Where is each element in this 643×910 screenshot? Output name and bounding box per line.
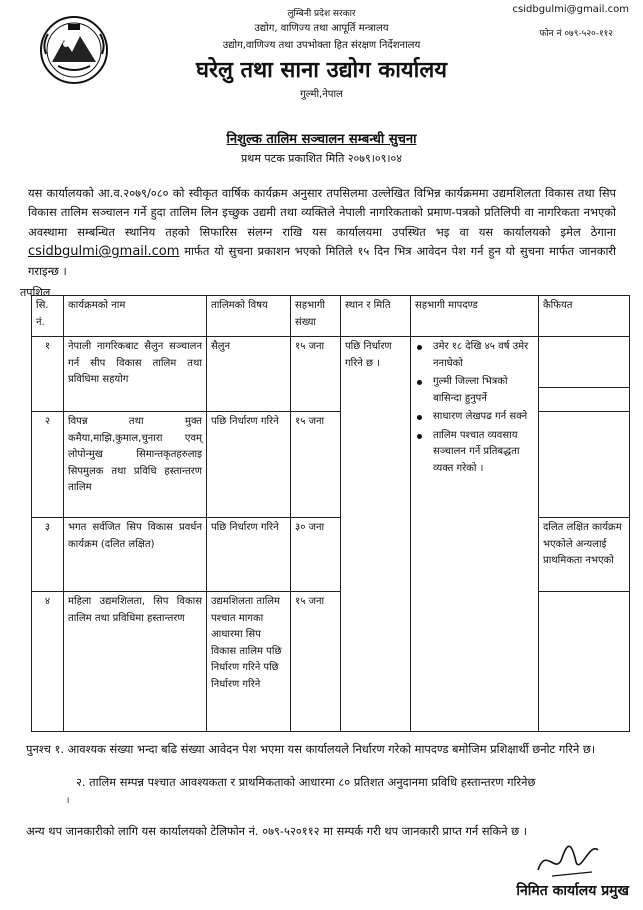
note-1 — [26, 740, 626, 759]
header-email: csidbgulmi@gmail.com — [512, 4, 629, 15]
list-item: गुल्मी जिल्ला भित्रको बासिन्दा हुनुपर्ने — [429, 374, 534, 407]
cell-subject: सैलुन — [207, 337, 291, 412]
postscript-notes — [26, 740, 626, 811]
cell-criteria — [411, 337, 539, 732]
cell-remarks: दलित लक्षित कार्यक्रम भएकोले अन्यलाई प्राथमिकता नभएको — [539, 518, 630, 592]
cell-subject: पछि निर्धारण गरिने — [207, 518, 291, 592]
cell-sn: २ — [32, 412, 64, 518]
notice-paragraph-start: यस कार्यालयको आ.व.२०७९/०८० को स्वीकृत वार्षिक कार्यक्रम अनुसार तपसिलमा उल्लेखित विभिन्न कार्यक्रममा उद्यमशिलता विकास तथा सिप विकास तालिम सञ्चालन गर्ने हुदा तालिम लिन इच्छुक उद्यमी तथा व्यक्तिले नेपाली नागरिकताको प्रमाण-पत्रको प्रतिलिपी वा नागरिकता नभएको अवस्थामा सम्बन्धित स्थानिय तहको सिफारिस संलग्न राखि यस कार्यालयमा उपस्थित भइ वा यस कार्यालयको इमेल ठेगाना — [28, 186, 616, 239]
notice-paragraph — [28, 184, 616, 281]
cell-program: विपन्न तथा मुक्त कमैया,माझि,कुमाल,चुनारा एवम् लोपोन्मुख सिमान्तकृतहरुलाइ सिपमुलक तथा प्रविधि हस्तान्तरण तालिम — [64, 412, 207, 518]
remark-divider — [539, 339, 629, 388]
note-2: २. तालिम सम्पन्न पश्चात आवश्यकता र प्राथमिकताको आधारमा ८० प्रतिशत अनुदानमा प्रविधि हस्तान्तरण गरिनेछ — [76, 775, 536, 789]
notice-title: निशुल्क तालिम सञ्चालन सम्बन्धी सुचना — [226, 132, 417, 147]
list-item: तालिम पश्चात व्यवसाय सञ्चालन गर्ने प्रतिबद्धता व्यक्त गरेको । — [429, 428, 534, 478]
header-phone: फोन नं ०७९-५२०-११२ — [539, 29, 613, 39]
government-name: लुम्बिनी प्रदेश सरकार — [287, 9, 356, 19]
cell-remarks — [539, 592, 630, 732]
signature-scribble — [532, 836, 604, 884]
cell-participants: १५ जना — [291, 412, 341, 518]
table-row — [32, 518, 630, 592]
cell-program: महिला उद्यमशिलता, सिप विकास तालिम तथा प्रविधिमा हस्तान्तरण — [64, 592, 207, 732]
table-row — [32, 337, 630, 412]
cell-remarks — [539, 337, 630, 412]
department-name: उद्योग,वाणिज्य तथा उपभोक्ता हित संरक्षण निर्देशनालय — [222, 40, 421, 51]
header-program: कार्यक्रमको नाम — [64, 296, 207, 337]
notice-paragraph-end: मार्फत यो सुचना प्रकाशन भएको मितिले १५ दिन भित्र आवेदन पेश गर्न हुन यो सुचना मार्फत जानकारी गराइन्छ । — [28, 244, 616, 278]
criteria-list — [415, 339, 534, 477]
postscript-label: पुनश्च — [26, 742, 51, 756]
cell-sn: १ — [32, 337, 64, 412]
header-place-date: स्थान र मिति — [341, 296, 411, 337]
cell-subject: पछि निर्धारण गरिने — [207, 412, 291, 518]
cell-remarks — [539, 412, 630, 518]
header-subject: तालिमको विषय — [207, 296, 291, 337]
cell-sn: ४ — [32, 592, 64, 732]
training-table — [31, 295, 630, 732]
publish-date: प्रथम पटक प्रकाशित मिति २०७९।०९।०४ — [241, 152, 402, 165]
table-row — [32, 592, 630, 732]
header-sn: सि. नं. — [32, 296, 64, 337]
footer-contact-text: अन्य थप जानकारीको लागि यस कार्यालयको टेलिफोन नं. ०७९-५२०११२ मा सम्पर्क गरी थप जानकारी प्राप्त गर्न सकिने छ । — [26, 824, 528, 838]
cell-subject: उद्यमशिलता तालिम पश्चात मागका आधारमा सिप विकास तालिम पछि निर्धारण गरिने पछि निर्धारण गरिने — [207, 592, 291, 732]
cell-program: नेपाली नागरिकबाट सैलुन सञ्चालन गर्न सीप विकास तालिम तथा प्रविधिमा सहयोग — [64, 337, 207, 412]
header-remarks: कैफियत — [539, 296, 630, 337]
notice-email: csidbgulmi@gmail.com — [28, 244, 180, 260]
ministry-name: उद्योग, वाणिज्य तथा आपूर्ति मन्त्रालय — [254, 23, 389, 34]
note-1-text: १. आवश्यक संख्या भन्दा बढि संख्या आवेदन पेश भएमा यस कार्यालयले निर्धारण गरेको मापदण्ड बमोजिम प्रशिक्षार्थी छनोट गरिने छ। — [54, 742, 596, 756]
signature-label: निमित कार्यालय प्रमुख — [516, 883, 629, 899]
note-2-end: । — [66, 796, 70, 806]
cell-place-date: पछि निर्धारण गरिने छ । — [341, 337, 411, 732]
list-item: साधारण लेखपढ गर्न सक्ने — [429, 409, 534, 426]
header-participants: सहभागी संख्या — [291, 296, 341, 337]
header-criteria: सहभागी मापदण्ड — [411, 296, 539, 337]
cell-participants: ३० जना — [291, 518, 341, 592]
table-row — [32, 412, 630, 518]
cell-participants: १५ जना — [291, 592, 341, 732]
annex-label: तपशिल — [20, 286, 51, 299]
cell-participants: १५ जना — [291, 337, 341, 412]
office-name: घरेलु तथा साना उद्योग कार्यालय — [195, 58, 448, 83]
list-item: उमेर १८ देखि ४५ वर्ष उमेर ननाघेको — [429, 339, 534, 372]
cell-sn: ३ — [32, 518, 64, 592]
cell-program: भगत सर्वजित सिप विकास प्रवर्धन कार्यक्रम (दलित लक्षित) — [64, 518, 207, 592]
table-header-row — [32, 296, 630, 337]
office-district: गुल्मी,नेपाल — [300, 89, 343, 100]
